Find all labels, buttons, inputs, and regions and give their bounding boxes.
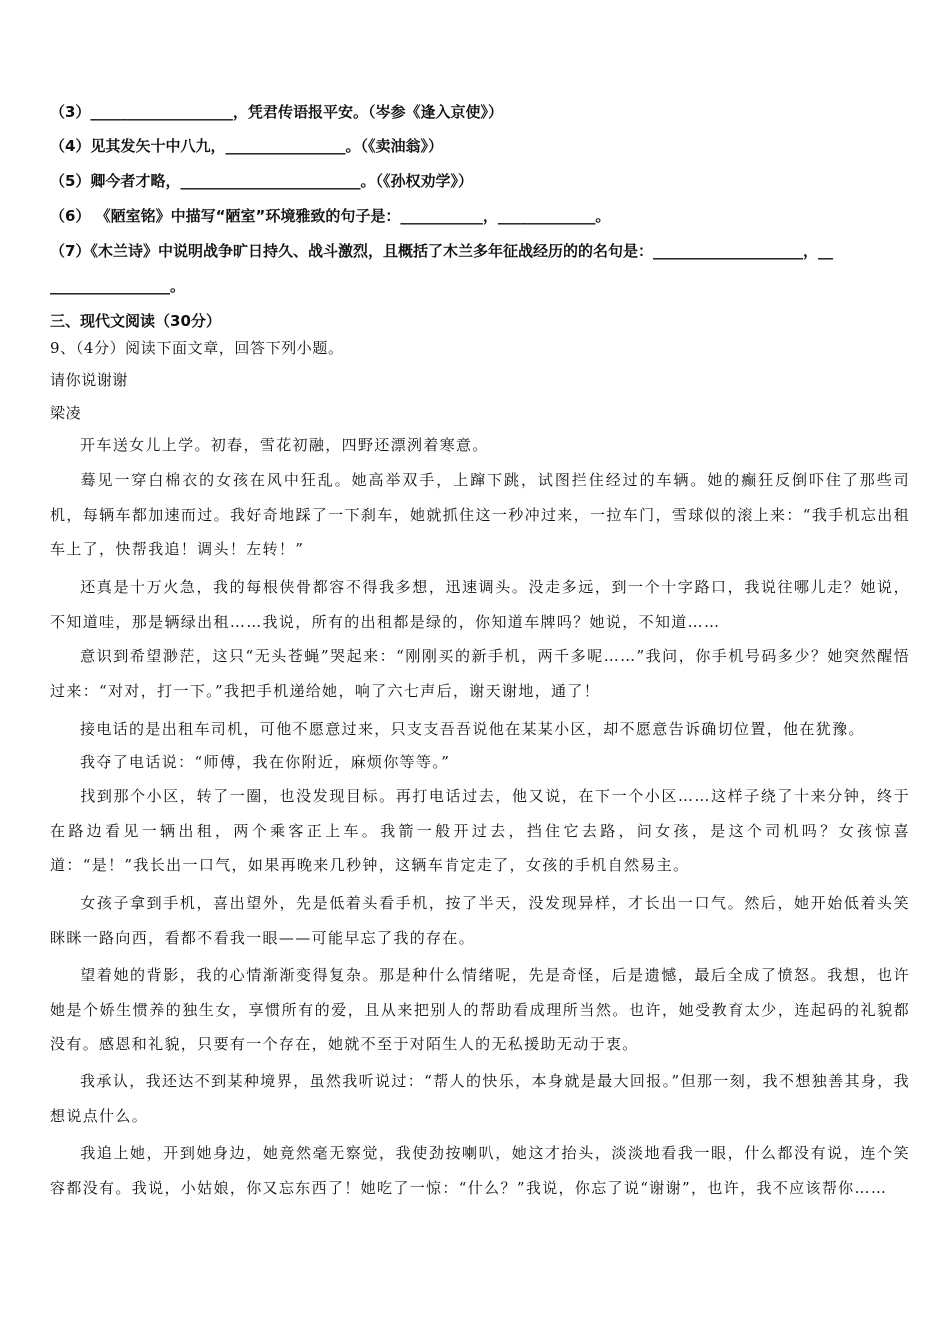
- article-paragraph: [50, 639, 910, 708]
- article-paragraph: [50, 958, 910, 1062]
- article-paragraph: [50, 1064, 910, 1133]
- paragraph-text: 找到那个小区，转了一圈，也没发现目标。再打电话过去，他又说，在下一个小区……这样子绕了十来分钟，终于在路边看见一辆出租，两个乘客正上车。我箭一般开过去，挡住它去路，问女孩，是这个司机吗？女孩惊喜道：“是！”我长出一口气，如果再晚来几秒钟，这辆车肯定走了，女孩的手机自然易主。: [50, 787, 910, 874]
- paragraph-text: 开车送女儿上学。初春，雪花初融，四野还漂洌着寒意。: [80, 436, 489, 454]
- paragraph-text: 我承认，我还达不到某种境界，虽然我听说过：“帮人的快乐，本身就是最大回报。”但那一刻，我不想独善其身，我想说点什么。: [50, 1072, 910, 1125]
- fill-in-item-4: （4）见其发矢十中八九，________________。（《卖油翁》）: [50, 137, 443, 155]
- article-paragraph: [50, 1136, 910, 1205]
- article-title: 请你说谢谢: [50, 371, 129, 389]
- paragraph-text: 还真是十万火急，我的每根侠骨都容不得我多想，迅速调头。没走多远，到一个十字路口，我说往哪儿走？她说，不知道哇，那是辆绿出租……我说，所有的出租都是绿的，你知道车牌吗？她说，不知道……: [50, 578, 910, 631]
- fill-in-item-5: （5）卿今者才略，________________________。（《孙权劝学》）: [50, 172, 473, 190]
- paragraph-text: 蓦见一穿白棉衣的女孩在风中狂乱。她高举双手，上蹿下跳，试图拦住经过的车辆。她的癫狂反倒吓住了那些司机，每辆车都加速而过。我好奇地踩了一下刹车，她就抓住这一秒冲过来，一拉车门，雪球似的滚上来：“我手机忘出租车上了，快帮我追！调头！左转！”: [50, 471, 910, 558]
- paragraph-text: 接电话的是出租车司机，可他不愿意过来，只支支吾吾说他在某某小区，却不愿意告诉确切位置，他在犹豫。: [80, 720, 865, 738]
- fill-in-item-7-continued: ________________。: [50, 277, 186, 295]
- article-paragraph: [50, 886, 910, 955]
- article-paragraph: [50, 428, 910, 463]
- paragraph-text: 望着她的背影，我的心情渐渐变得复杂。那是种什么情绪呢，先是奇怪，后是遗憾，最后全成了愤怒。我想，也许她是个娇生惯养的独生女，享惯所有的爱，且从来把别人的帮助看成理所当然。也许，她受教育太少，连起码的礼貌都没有。感恩和礼貌，只要有一个存在，她就不至于对陌生人的无私援助无动于衷。: [50, 966, 910, 1053]
- paragraph-text: 我追上她，开到她身边，她竟然毫无察觉，我使劲按喇叭，她这才抬头，淡淡地看我一眼，什么都没有说，连个笑容都没有。我说，小姑娘，你又忘东西了！她吃了一惊：“什么？”我说，你忘了说“谢谢”，也许，我不应该帮你……: [50, 1144, 910, 1197]
- fill-in-item-6: （6） 《陋室铭》中描写“陋室”环境雅致的句子是：___________，_____________。: [50, 207, 611, 225]
- article-paragraph: [50, 570, 910, 639]
- fill-in-item-7: （7）《木兰诗》中说明战争旷日持久、战斗激烈，且概括了木兰多年征战经历的的名句是：____________________，__: [50, 242, 833, 260]
- paragraph-text: 我夺了电话说：“师傅，我在你附近，麻烦你等等。”: [80, 753, 451, 771]
- paragraph-text: 意识到希望渺茫，这只“无头苍蝇”哭起来：“刚刚买的新手机，两千多呢……”我问，你手机号码多少？她突然醒悟过来：“对对，打一下。”我把手机递给她，响了六七声后，谢天谢地，通了！: [50, 647, 910, 700]
- article-paragraph: [50, 745, 910, 780]
- paragraph-text: 女孩子拿到手机，喜出望外，先是低着头看手机，按了半天，没发现异样，才长出一口气。然后，她开始低着头笑眯眯一路向西，看都不看我一眼——可能早忘了我的存在。: [50, 894, 910, 947]
- fill-in-item-3: （3）___________________，凭君传语报平安。（岑参《逢入京使》）: [50, 103, 503, 121]
- section-heading: 三、现代文阅读（30分）: [50, 312, 221, 330]
- article-paragraph: [50, 463, 910, 567]
- question-prompt: 9、（4分）阅读下面文章，回答下列小题。: [50, 339, 344, 357]
- article-paragraph: [50, 779, 910, 883]
- article-author: 梁凌: [50, 404, 82, 422]
- article-paragraph: [50, 712, 910, 747]
